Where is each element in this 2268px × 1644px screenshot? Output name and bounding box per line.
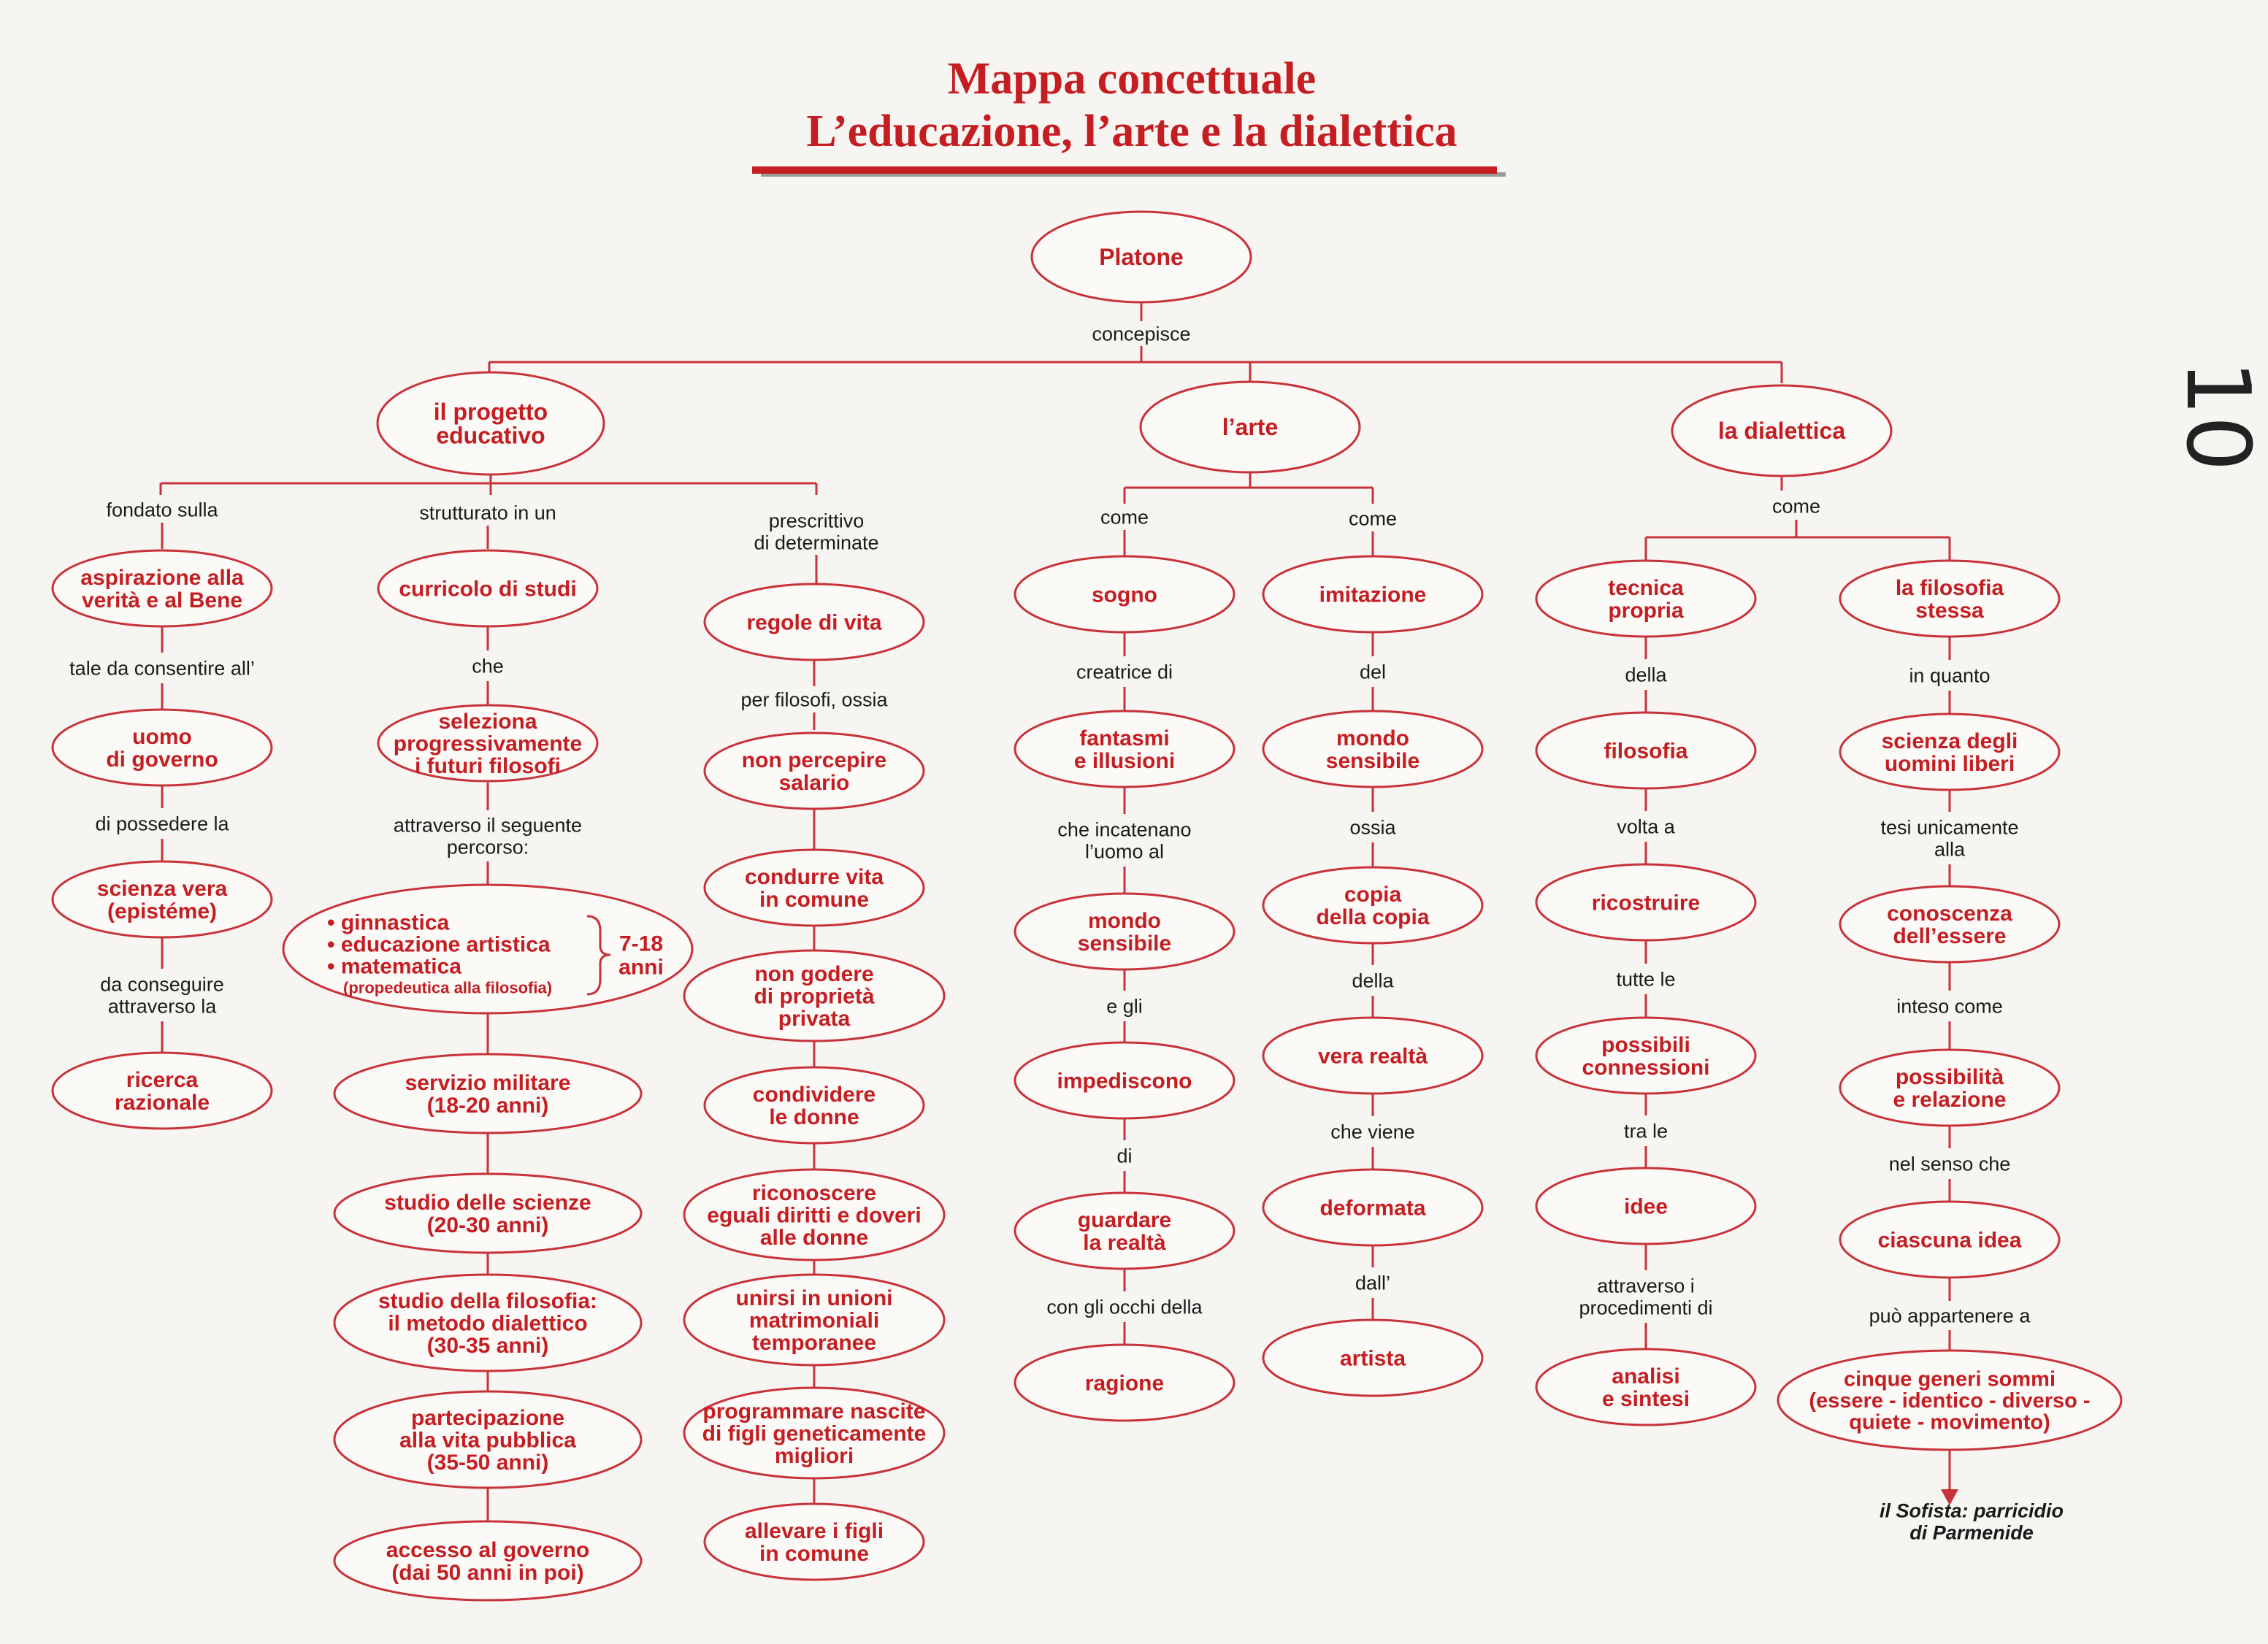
col-b-list-item-matematica: • matematica xyxy=(327,954,461,979)
col-b-list-item-educazione-artistica: • educazione artistica xyxy=(327,932,551,957)
col-b-link-percorso: attraverso il seguente percorso: xyxy=(393,814,583,859)
col-b-step-servizio-militare-label: servizio militare (18-20 anni) xyxy=(405,1071,571,1118)
col-e-link-2: della xyxy=(1352,969,1394,992)
col-b-step-studio-delle-scienze-label: studio delle scienze (20-30 anni) xyxy=(384,1191,591,1237)
col-g-footnote: il Sofista: parricidio di Parmenide xyxy=(1879,1499,2064,1544)
col-d-link-1: che incatenano l’uomo al xyxy=(1057,818,1192,863)
branch-node-dialettica-label: la dialettica xyxy=(1717,418,1846,445)
col-e-link-come: come xyxy=(1348,507,1398,530)
col-d-link-0: creatrice di xyxy=(1076,661,1173,683)
col-c-node-non-godere-label: non godere di proprietà privata xyxy=(754,961,875,1032)
col-c-node-condurre-vita-label: condurre vita in comune xyxy=(744,865,884,912)
col-d-link-4: con gli occhi della xyxy=(1046,1296,1203,1318)
col-c-node-riconoscere-label: riconoscere eguali diritti e doveri alle donne xyxy=(707,1180,922,1251)
col-f-link-0: della xyxy=(1625,664,1667,686)
col-d-link-come: come xyxy=(1100,506,1149,529)
col-g-node-ciascuna-idea-label: ciascuna idea xyxy=(1877,1228,2022,1253)
col-a-link-2: da conseguire attraverso la xyxy=(100,973,224,1018)
col-b-link-strutturato: strutturato in un xyxy=(419,502,556,524)
col-b-node-curricolo-di-studi-label: curricolo di studi xyxy=(399,577,577,602)
title-line-1: Mappa concettuale xyxy=(947,54,1317,104)
col-e-link-1: ossia xyxy=(1349,816,1396,839)
col-a-node-uomo-label: uomo di governo xyxy=(106,725,218,772)
col-c-link-prescrittivo: prescrittivo di determinate xyxy=(754,510,879,554)
col-g-link-1: tesi unicamente alla xyxy=(1880,816,2019,861)
col-c-link-filosofi: per filosofi, ossia xyxy=(740,688,888,711)
col-f-node-ricostruire-label: ricostruire xyxy=(1591,891,1701,915)
col-b-step-accesso-al-governo-label: accesso al governo (dai 50 anni in poi) xyxy=(386,1538,590,1585)
col-d-node-fantasmi-label: fantasmi e illusioni xyxy=(1073,726,1176,773)
col-a-link-0: tale da consentire all’ xyxy=(69,657,255,680)
col-g-node-scienza-degli-label: scienza degli uomini liberi xyxy=(1881,729,2018,776)
col-f-link-2: tutte le xyxy=(1616,968,1676,991)
col-b-brace-label: 7-18 anni xyxy=(618,932,664,980)
col-c-node-allevare-i-figli-label: allevare i figli in comune xyxy=(744,1519,884,1566)
col-c-node-non-percepire-label: non percepire salario xyxy=(741,748,887,795)
col-a-node-aspirazione-alla-label: aspirazione alla verità e al Bene xyxy=(80,566,244,612)
col-b-link-0: che xyxy=(472,655,504,677)
col-e-node-artista-label: artista xyxy=(1339,1346,1406,1371)
col-e-node-mondo-label: mondo sensibile xyxy=(1325,726,1420,773)
col-f-link-3: tra le xyxy=(1623,1120,1669,1142)
col-a-link-1: di possedere la xyxy=(95,813,229,835)
col-g-link-3: nel senso che xyxy=(1888,1153,2011,1175)
col-g-node-cinque-generi-sommi-label: cinque generi sommi (essere - identico - diverso -quiete - movimento) xyxy=(1809,1367,2091,1434)
col-e-node-vera-realt-label: vera realtà xyxy=(1317,1044,1428,1069)
col-d-node-ragione-label: ragione xyxy=(1084,1371,1165,1396)
col-b-step-studio-della-filosofia-label: studio della filosofia: il metodo dialettico (30-35 anni) xyxy=(378,1288,598,1359)
title-line-2: L’educazione, l’arte e la dialettica xyxy=(806,107,1457,156)
col-d-node-impediscono-label: impediscono xyxy=(1057,1069,1192,1094)
root-link-concepisce: concepisce xyxy=(1092,323,1191,345)
col-f-link-4: attraverso i procedimenti di xyxy=(1579,1275,1713,1319)
col-a-link-fondato: fondato sulla xyxy=(106,499,218,521)
col-c-node-unirsi-in-unioni-label: unirsi in unioni matrimoniali temporanee xyxy=(735,1286,893,1356)
col-a-node-ricerca-label: ricerca razionale xyxy=(114,1068,210,1115)
col-f-node-possibili-label: possibili connessioni xyxy=(1582,1033,1710,1080)
col-f-node-tecnica-label: tecnica propria xyxy=(1608,576,1684,623)
col-d-node-mondo-label: mondo sensibile xyxy=(1077,909,1172,956)
col-c-node-condividere-label: condividere le donne xyxy=(752,1083,876,1129)
col-f-node-filosofia-label: filosofia xyxy=(1604,739,1688,764)
col-f-link-1: volta a xyxy=(1617,815,1675,838)
col-d-node-sogno-label: sogno xyxy=(1092,583,1157,607)
col-f-node-analisi-label: analisi e sintesi xyxy=(1601,1364,1690,1411)
col-g-node-possibilit-label: possibilità e relazione xyxy=(1893,1065,2007,1112)
col-b-node-seleziona-label: seleziona progressivamente i futuri filosofi xyxy=(393,709,583,779)
col-c-node-regole-di-vita-label: regole di vita xyxy=(746,610,882,635)
col-e-node-copia-label: copia della copia xyxy=(1316,883,1430,929)
col-d-node-guardare-label: guardare la realtà xyxy=(1077,1208,1172,1255)
col-e-node-imitazione-label: imitazione xyxy=(1319,583,1427,607)
col-c-node-programmare-nascite-label: programmare nascite di figli geneticamente migliori xyxy=(702,1399,927,1469)
col-a-node-scienza-vera-label: scienza vera (epistéme) xyxy=(96,877,228,923)
col-g-link-appartenere: può appartenere a xyxy=(1869,1305,2031,1327)
branch-node-arte-label: l’arte xyxy=(1222,414,1279,441)
col-b-step-partecipazione-label: partecipazione alla vita pubblica (35-50 anni) xyxy=(399,1405,576,1475)
col-e-node-deformata-label: deformata xyxy=(1319,1196,1426,1221)
root-node-platone-label: Platone xyxy=(1099,244,1184,271)
col-g-link-0: in quanto xyxy=(1909,664,1991,687)
col-e-link-0: del xyxy=(1359,661,1387,683)
col-g-node-la-filosofia-label: la filosofia stessa xyxy=(1895,576,2004,623)
dial-link-come: come xyxy=(1771,495,1821,518)
col-f-node-idee-label: idee xyxy=(1623,1194,1669,1219)
branch-node-progetto-educativo-label: il progetto educativo xyxy=(433,398,548,449)
col-d-link-2: e gli xyxy=(1106,995,1143,1018)
col-b-list-item-ginnastica: • ginnastica xyxy=(327,910,450,935)
col-e-link-3: che viene xyxy=(1330,1121,1415,1143)
col-b-list-note: (propedeutica alla filosofia) xyxy=(343,978,553,997)
page-number-mark: 10 xyxy=(2166,360,2268,472)
col-e-link-4: dall’ xyxy=(1355,1272,1391,1294)
col-g-link-2: inteso come xyxy=(1896,995,2003,1018)
col-g-node-conoscenza-label: conoscenza dell’essere xyxy=(1887,902,2012,948)
col-d-link-3: di xyxy=(1116,1145,1133,1167)
